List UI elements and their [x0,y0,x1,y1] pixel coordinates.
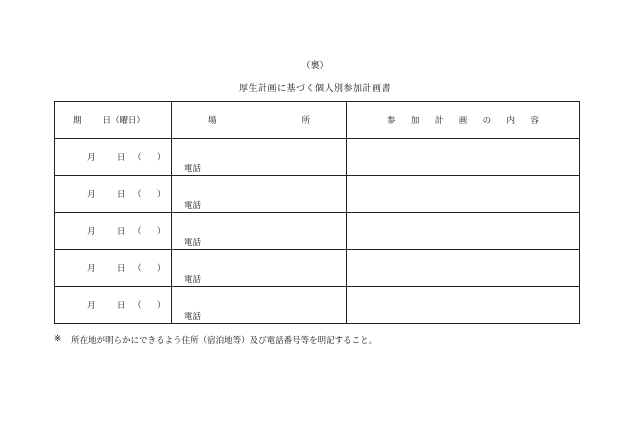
table-row [55,139,580,176]
header-place-char-0: 場 [208,116,217,126]
header-content-char-5: 内 [506,116,516,126]
phone-label: 電話 [184,164,202,174]
phone-label: 電話 [184,275,202,285]
header-content-char-1: 加 [410,116,420,126]
content-cell [347,139,580,176]
day-label: 日 [117,264,126,274]
day-label: 日 [117,153,126,163]
header-content-char-4: の [482,116,492,126]
month-label: 月 [87,264,96,274]
header-content [347,102,580,139]
place-cell [172,250,347,287]
weekday-open-paren: （ [133,264,142,274]
content-cell [347,213,580,250]
day-label: 日 [117,301,126,311]
weekday-open-paren: （ [133,301,142,311]
weekday-close-paren: ） [157,153,166,163]
table-row [55,176,580,213]
place-cell [172,139,347,176]
phone-label: 電話 [184,312,202,322]
weekday-close-paren: ） [157,301,166,311]
month-label: 月 [87,301,96,311]
content-cell [347,176,580,213]
header-content-char-3: 画 [458,116,468,126]
content-cell [347,250,580,287]
place-cell [172,213,347,250]
header-date-char-0: 期 [73,116,82,126]
phone-label: 電話 [184,238,202,248]
month-label: 月 [87,190,96,200]
table-row [55,213,580,250]
weekday-close-paren: ） [157,264,166,274]
place-cell [172,287,347,324]
weekday-open-paren: （ [133,153,142,163]
date-cell [55,250,172,287]
header-date-char-1: 日（曜日） [102,116,145,126]
footnote-text: 所在地が明らかにできるよう住所（宿泊地等）及び電話番号等を明記すること。 [71,336,378,346]
header-place [172,102,347,139]
weekday-open-paren: （ [133,190,142,200]
place-cell [172,176,347,213]
weekday-close-paren: ） [157,190,166,200]
header-content-char-0: 参 [387,116,396,126]
footnote-mark: ※ [54,334,62,344]
table-row [55,250,580,287]
day-label: 日 [117,190,126,200]
date-cell [55,139,172,176]
month-label: 月 [87,153,96,163]
header-content-char-6: 容 [530,116,539,126]
table-header-row [55,102,580,139]
header-content-char-2: 計 [434,116,444,126]
header-date [55,102,172,139]
date-cell [55,176,172,213]
date-cell [55,287,172,324]
participation-plan-table [54,101,580,324]
footnote [54,334,377,346]
reverse-side-label: （裏） [301,61,329,71]
phone-label: 電話 [184,201,202,211]
content-cell [347,287,580,324]
header-place-char-1: 所 [301,116,310,126]
date-cell [55,213,172,250]
document-title: 厚生計画に基づく個人別参加計画書 [238,84,391,94]
weekday-close-paren: ） [157,227,166,237]
month-label: 月 [87,227,96,237]
table-row [55,287,580,324]
weekday-open-paren: （ [133,227,142,237]
day-label: 日 [117,227,126,237]
